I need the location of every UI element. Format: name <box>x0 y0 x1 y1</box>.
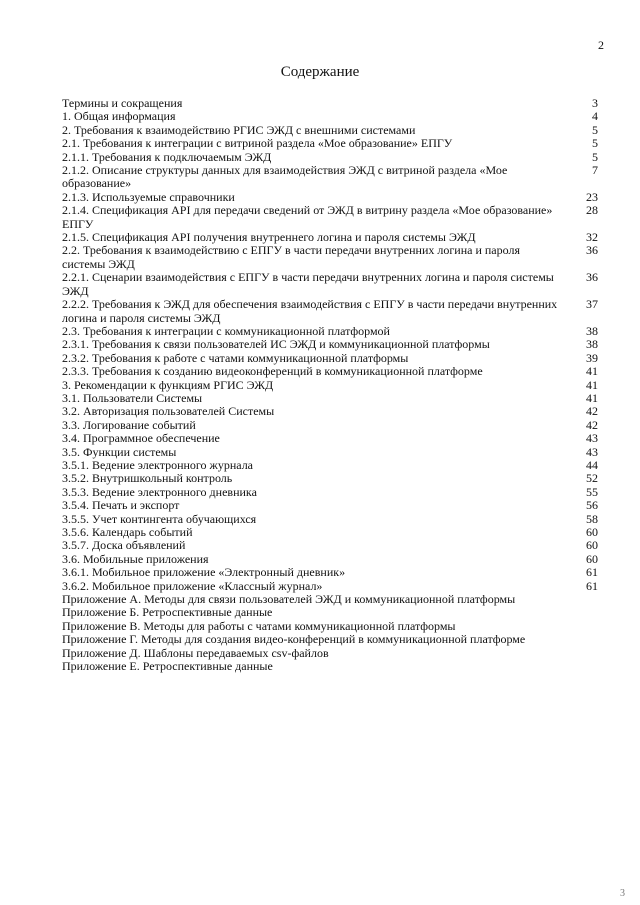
toc-entry <box>62 405 602 418</box>
toc-entry-title: 2.3.2. Требования к работе с чатами коммуникационной платформы <box>62 350 409 365</box>
toc-entry <box>62 513 602 526</box>
toc-entry-page: 42 <box>586 417 598 432</box>
toc-entry-title: 2.3.3. Требования к созданию видеоконференций в коммуникационной платформе <box>62 364 483 379</box>
toc-entry-page: 42 <box>586 404 598 419</box>
toc-entry <box>62 647 602 660</box>
toc-entry-title: 2.3.1. Требования к связи пользователей ИС ЭЖД и коммуникационной платформы <box>62 337 490 352</box>
toc-entry <box>62 620 602 633</box>
toc-entry-page: 36 <box>586 243 598 258</box>
toc-entry <box>62 325 602 338</box>
toc-entry-title: Приложение Е. Ретроспективные данные <box>62 659 273 674</box>
toc-entry-title: 3.4. Программное обеспечение <box>62 431 220 446</box>
toc-entry <box>62 432 602 445</box>
toc-entry-title: 2.3. Требования к интеграции с коммуникационной платформой <box>62 323 390 338</box>
toc-entry-page: 23 <box>586 189 598 204</box>
toc-entry <box>62 164 602 191</box>
toc-entry-page: 28 <box>586 203 598 218</box>
toc-entry <box>62 244 602 271</box>
toc-entry-title: 3.5.2. Внутришкольный контроль <box>62 471 233 486</box>
toc-entry-page: 60 <box>586 538 598 553</box>
toc-entry-title: Приложение А. Методы для связи пользователей ЭЖД и коммуникационной платформы <box>62 592 516 607</box>
toc-entry-title: 2.1.3. Используемые справочники <box>62 189 235 204</box>
toc-entry-page: 38 <box>586 337 598 352</box>
toc-entry-page: 3 <box>592 96 598 110</box>
toc-entry <box>62 379 602 392</box>
toc-entry <box>62 660 602 673</box>
table-of-contents <box>62 97 602 673</box>
toc-entry-title: 3.6. Мобильные приложения <box>62 551 209 566</box>
toc-entry-page: 55 <box>586 484 598 499</box>
toc-entry-title: 2. Требования к взаимодействию РГИС ЭЖД с внешними системами <box>62 122 416 137</box>
toc-entry-page: 5 <box>592 136 598 151</box>
toc-entry <box>62 419 602 432</box>
corner-mark: 3 <box>620 888 625 899</box>
toc-entry <box>62 486 602 499</box>
toc-entry <box>62 271 602 298</box>
toc-entry <box>62 446 602 459</box>
toc-entry <box>62 580 602 593</box>
toc-entry-title: 3.5.5. Учет контингента обучающихся <box>62 511 257 526</box>
toc-entry <box>62 137 602 150</box>
toc-entry-title: 3.5.1. Ведение электронного журнала <box>62 457 254 472</box>
toc-entry-title: 2.1.1. Требования к подключаемым ЭЖД <box>62 149 272 164</box>
toc-entry <box>62 191 602 204</box>
toc-entry <box>62 110 602 123</box>
toc-entry <box>62 539 602 552</box>
toc-entry-page: 43 <box>586 444 598 459</box>
page-number: 2 <box>598 38 604 52</box>
toc-entry-title: Приложение В. Методы для работы с чатами коммуникационной платформы <box>62 618 456 633</box>
toc-entry-page: 4 <box>592 109 598 124</box>
toc-entry-page: 58 <box>586 511 598 526</box>
toc-entry-page: 37 <box>586 297 598 312</box>
toc-entry-page: 61 <box>586 565 598 580</box>
toc-entry-title: 3. Рекомендации к функциям РГИС ЭЖД <box>62 377 274 392</box>
toc-entry-title: 3.5. Функции системы <box>62 444 177 459</box>
toc-entry-title: 3.5.4. Печать и экспорт <box>62 498 180 513</box>
toc-entry-title: 3.1. Пользователи Системы <box>62 390 203 405</box>
toc-entry-title: 3.2. Авторизация пользователей Системы <box>62 404 275 419</box>
toc-entry-title: 2.1. Требования к интеграции с витриной раздела «Мое образование» ЕПГУ <box>62 136 453 151</box>
toc-entry-page: 61 <box>586 578 598 593</box>
toc-entry <box>62 352 602 365</box>
toc-entry-title: 2.2.2. Требования к ЭЖД для обеспечения взаимодействия с ЕПГУ в части передачи внутренних логина и пароля системы ЭЖД <box>62 297 558 325</box>
toc-entry-title: 1. Общая информация <box>62 109 176 124</box>
toc-entry-title: Приложение Г. Методы для создания видео-конференций в коммуникационной платформе <box>62 632 526 647</box>
toc-entry <box>62 392 602 405</box>
toc-entry <box>62 633 602 646</box>
toc-entry <box>62 553 602 566</box>
toc-entry-title: 3.6.2. Мобильное приложение «Классный журнал» <box>62 578 323 593</box>
toc-entry-title: 3.5.3. Ведение электронного дневника <box>62 484 257 499</box>
toc-entry-page: 5 <box>592 149 598 164</box>
toc-entry <box>62 151 602 164</box>
toc-title: Содержание <box>280 64 360 80</box>
toc-entry-title: 3.6.1. Мобильное приложение «Электронный дневник» <box>62 565 346 580</box>
toc-entry <box>62 97 602 110</box>
toc-entry-page: 60 <box>586 551 598 566</box>
toc-entry <box>62 499 602 512</box>
toc-entry <box>62 124 602 137</box>
toc-entry-title: 2.1.2. Описание структуры данных для взаимодействия ЭЖД с витриной раздела «Мое образование» <box>62 163 508 191</box>
toc-entry-page: 41 <box>586 364 598 379</box>
toc-entry-page: 7 <box>592 163 598 178</box>
toc-entry <box>62 593 602 606</box>
toc-entry-page: 36 <box>586 270 598 285</box>
toc-entry-page: 41 <box>586 390 598 405</box>
toc-entry <box>62 338 602 351</box>
toc-entry-page: 43 <box>586 431 598 446</box>
toc-entry-title: 2.2.1. Сценарии взаимодействия с ЕПГУ в части передачи внутренних логина и пароля системы ЭЖД <box>62 270 554 298</box>
toc-entry-title: 3.5.6. Календарь событий <box>62 525 193 539</box>
toc-entry <box>62 365 602 378</box>
toc-entry-page: 60 <box>586 525 598 539</box>
toc-entry-title: 2.2. Требования к взаимодействию с ЕПГУ в части передачи внутренних логина и пароля системы ЭЖД <box>62 243 520 271</box>
toc-entry-title: 2.1.5. Спецификация API получения внутреннего логина и пароля системы ЭЖД <box>62 230 476 245</box>
toc-entry <box>62 526 602 539</box>
toc-entry <box>62 459 602 472</box>
toc-entry-page: 41 <box>586 377 598 392</box>
toc-entry <box>62 606 602 619</box>
toc-entry <box>62 298 602 325</box>
toc-entry <box>62 566 602 579</box>
toc-entry-title: 3.3. Логирование событий <box>62 417 196 432</box>
toc-entry-page: 39 <box>586 350 598 365</box>
toc-entry <box>62 472 602 485</box>
toc-entry-title: Термины и сокращения <box>62 96 183 110</box>
toc-entry-page: 44 <box>586 457 598 472</box>
toc-entry-title: Приложение Д. Шаблоны передаваемых csv-файлов <box>62 645 329 660</box>
toc-entry-page: 32 <box>586 230 598 245</box>
toc-entry <box>62 204 602 231</box>
toc-entry-title: 2.1.4. Спецификация API для передачи сведений от ЭЖД в витрину раздела «Мое образование» ЕПГУ <box>62 203 553 231</box>
toc-entry-page: 56 <box>586 498 598 513</box>
toc-entry-page: 52 <box>586 471 598 486</box>
toc-entry-page: 38 <box>586 323 598 338</box>
toc-entry-page: 5 <box>592 122 598 137</box>
toc-entry-title: Приложение Б. Ретроспективные данные <box>62 605 273 620</box>
toc-entry <box>62 231 602 244</box>
toc-entry-title: 3.5.7. Доска объявлений <box>62 538 186 553</box>
